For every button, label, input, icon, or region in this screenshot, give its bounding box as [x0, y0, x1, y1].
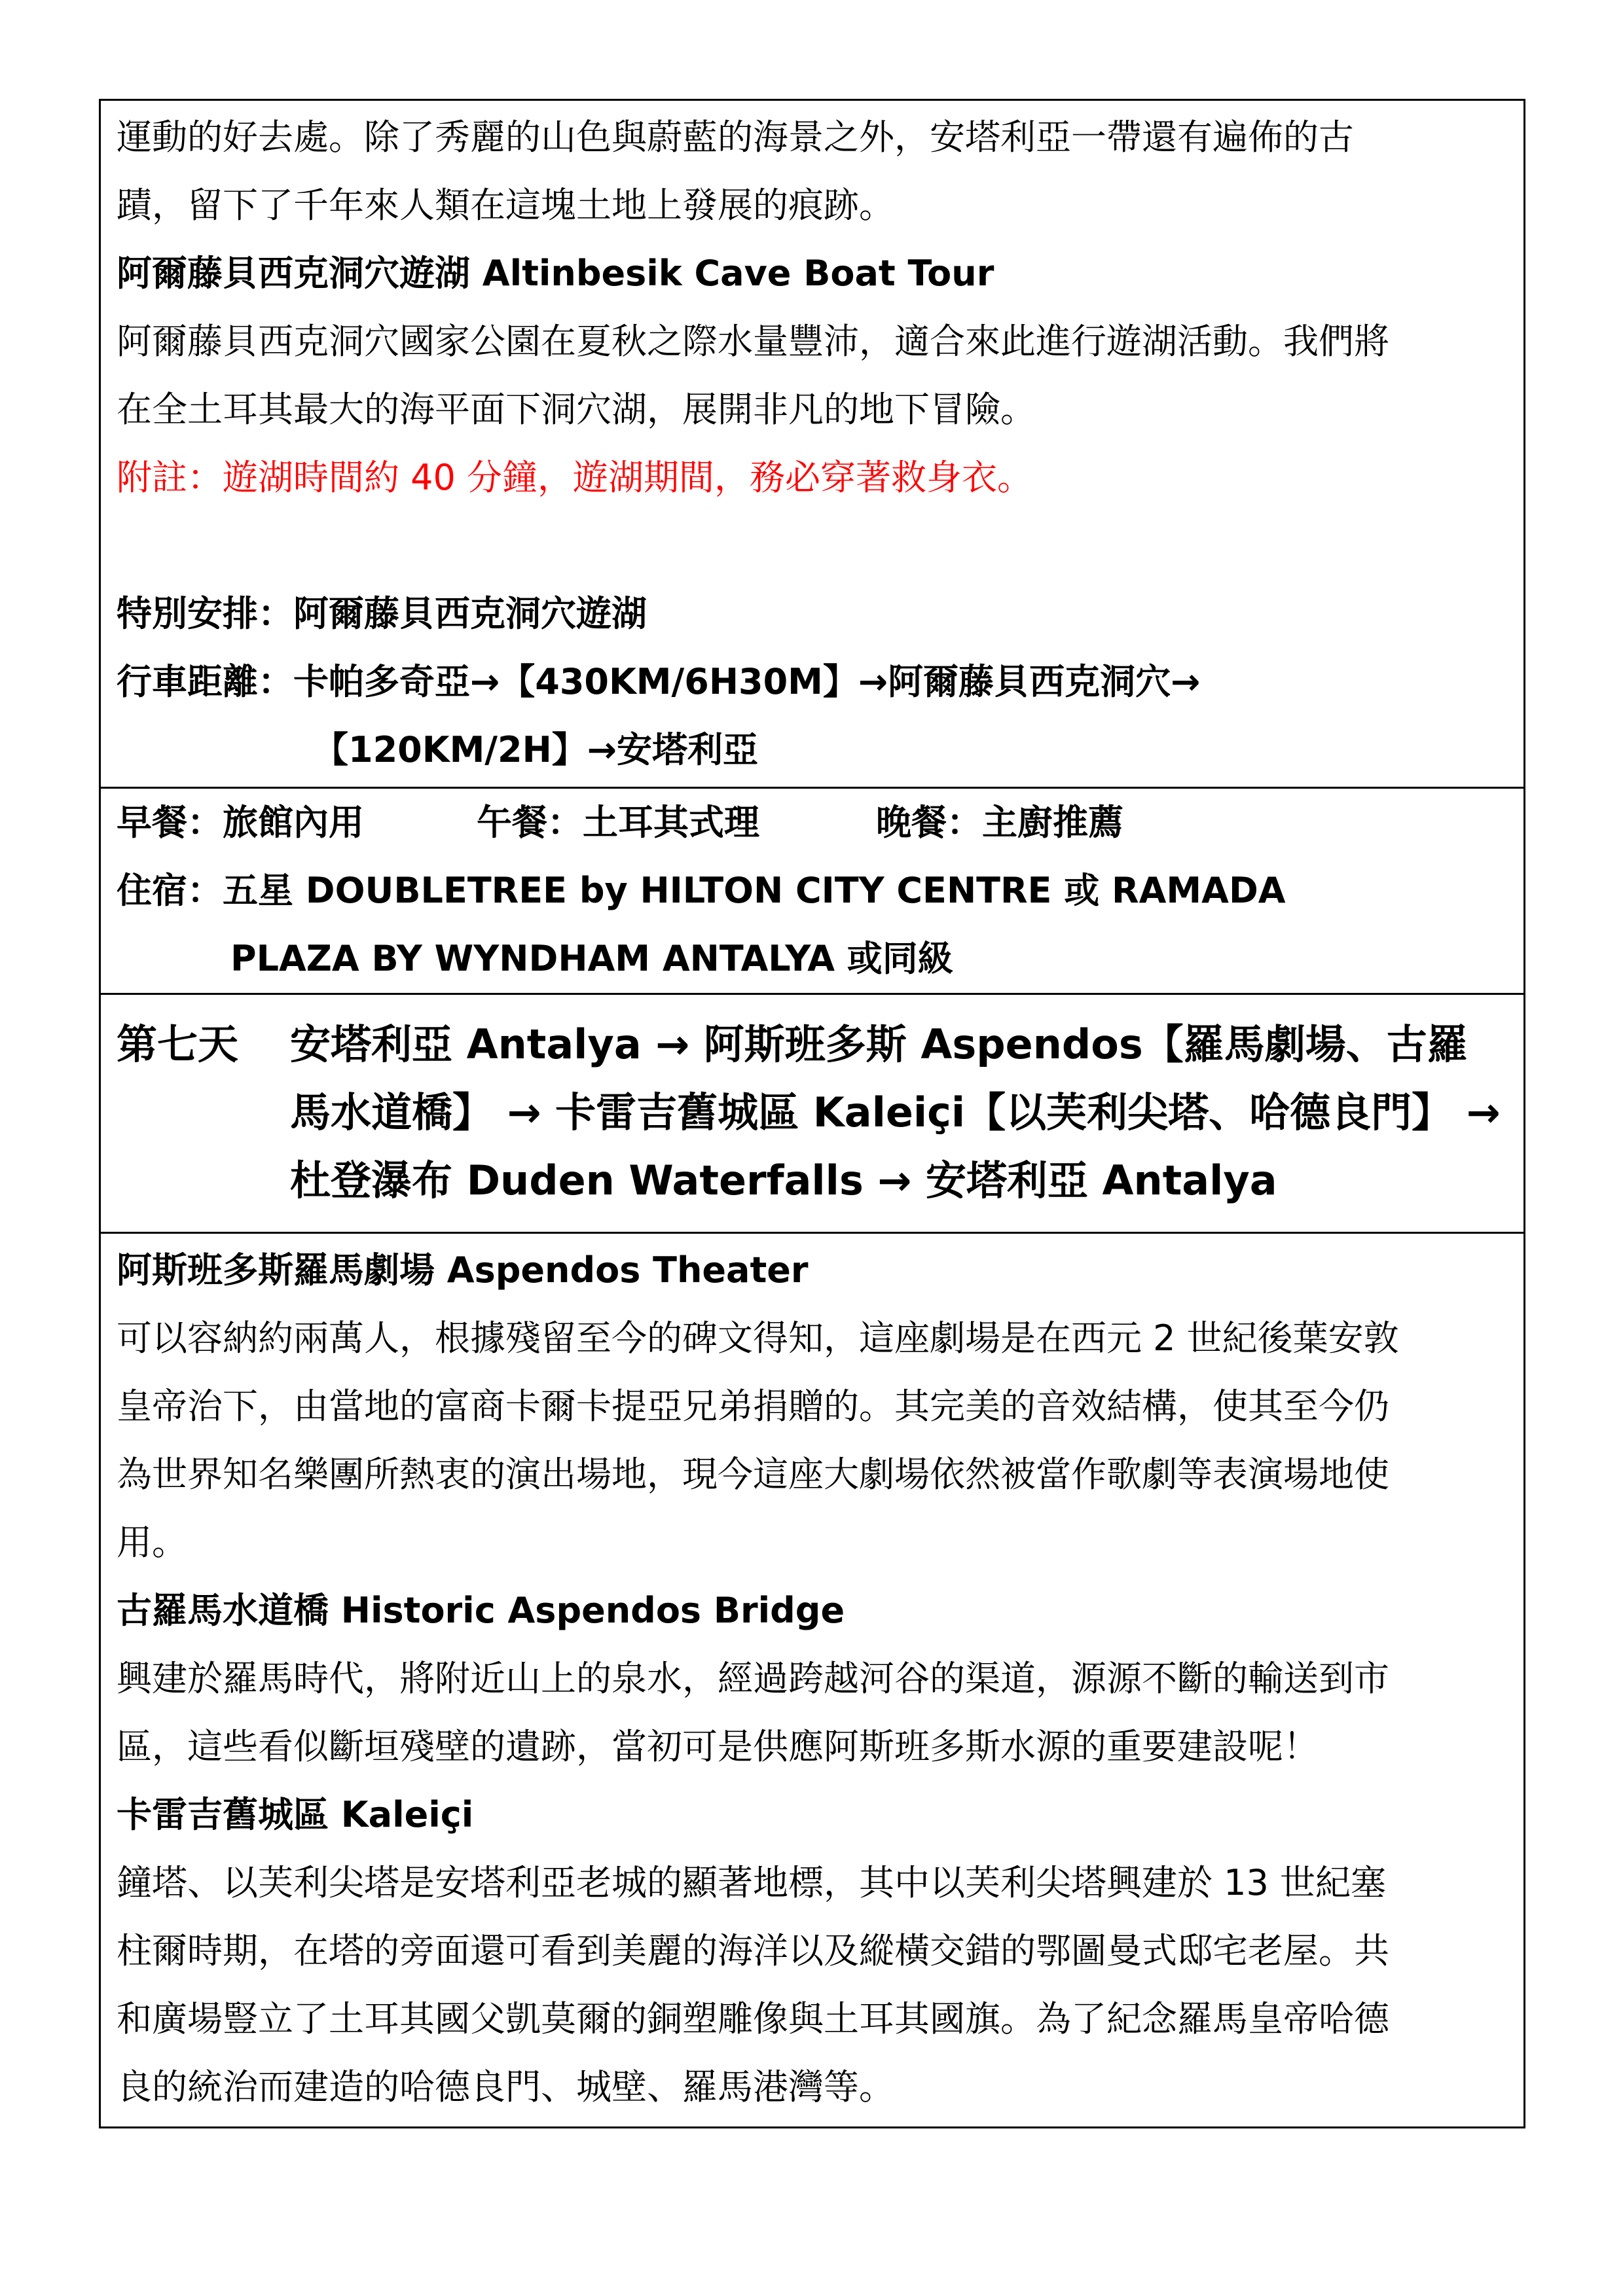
bridge-line: 區，這些看似斷垣殘壁的遺跡，當初可是供應阿斯班多斯水源的重要建設呢！: [117, 1726, 1319, 1767]
itinerary-table: [99, 99, 1525, 2128]
cave-tour-line: 阿爾藤貝西克洞穴國家公園在夏秋之際水量豐沛，適合來此進行遊湖活動。我們將: [117, 321, 1389, 362]
cave-tour-line: 在全土耳其最大的海平面下洞穴湖，展開非凡的地下冒險。: [117, 389, 1036, 430]
cave-tour-note: 附註：遊湖時間約 40 分鐘，遊湖期間，務必穿著救身衣。: [117, 457, 1033, 498]
dinner: 晚餐：主廚推薦: [876, 802, 1123, 843]
hotel-continued: PLAZA BY WYNDHAM ANTALYA 或同級: [230, 938, 953, 979]
theater-line: 為世界知名樂團所熱衷的演出場地，現今這座大劇場依然被當作歌劇等表演場地使: [117, 1454, 1389, 1495]
breakfast: 早餐：旅館內用: [117, 802, 364, 843]
day-route-title: 安塔利亞 Antalya → 阿斯班多斯 Aspendos【羅馬劇場、古羅馬水道橋】 → 卡雷吉舊城區 Kaleiçi【以芙利尖塔、哈德良門】 → 杜登瀑布 Duden Waterfalls → 安塔利亞 Antalya: [290, 1020, 1501, 1204]
theater-line: 皇帝治下，由當地的富商卡爾卡提亞兄弟捐贈的。其完美的音效結構，使其至今仍: [117, 1386, 1389, 1427]
bridge-heading: 古羅馬水道橋 Historic Aspendos Bridge: [117, 1590, 845, 1631]
intro-line: 蹟，留下了千年來人類在這塊土地上發展的痕跡。: [117, 185, 894, 226]
cave-tour-heading: 阿爾藤貝西克洞穴遊湖 Altinbesik Cave Boat Tour: [117, 253, 994, 294]
kaleici-line: 良的統治而建造的哈德良門、城壁、羅馬港灣等。: [117, 2066, 894, 2108]
spacer: [117, 512, 1508, 580]
bridge-line: 興建於羅馬時代，將附近山上的泉水，經過跨越河谷的渠道，源源不斷的輸送到市: [117, 1658, 1389, 1699]
day-label: 第七天: [117, 1020, 239, 1068]
driving-distance-continued: 【120KM/2H】→安塔利亞: [313, 729, 759, 770]
theater-line: 可以容納約兩萬人，根據殘留至今的碑文得知，這座劇場是在西元 2 世紀後葉安敦: [117, 1318, 1399, 1359]
cave-tour-cell: [101, 101, 1523, 789]
lunch: 午餐：土耳其式理: [477, 802, 759, 843]
special-arrangement: 特別安排：阿爾藤貝西克洞穴遊湖: [117, 593, 647, 634]
theater-heading: 阿斯班多斯羅馬劇場 Aspendos Theater: [117, 1249, 809, 1291]
kaleici-line: 柱爾時期，在塔的旁面還可看到美麗的海洋以及縱橫交錯的鄂圖曼式邸宅老屋。共: [117, 1930, 1389, 1971]
driving-distance: 行車距離：卡帕多奇亞→【430KM/6H30M】→阿爾藤貝西克洞穴→: [117, 661, 1201, 702]
attractions-cell: [101, 1234, 1523, 2126]
day-header-cell: [101, 995, 1523, 1234]
meals-row: [117, 789, 1508, 857]
kaleici-line: 鐘塔、以芙利尖塔是安塔利亞老城的顯著地標，其中以芙利尖塔興建於 13 世紀塞: [117, 1862, 1387, 1903]
hotel: 住宿：五星 DOUBLETREE by HILTON CITY CENTRE 或 RAMADA: [117, 870, 1286, 911]
kaleici-line: 和廣場豎立了土耳其國父凱莫爾的銅塑雕像與土耳其國旗。為了紀念羅馬皇帝哈德: [117, 1998, 1389, 2039]
theater-line: 用。: [117, 1522, 187, 1563]
meals-hotel-cell: [101, 789, 1523, 995]
kaleici-heading: 卡雷吉舊城區 Kaleiçi: [117, 1794, 474, 1835]
intro-line: 運動的好去處。除了秀麗的山色與蔚藍的海景之外，安塔利亞一帶還有遍佈的古: [117, 117, 1354, 158]
